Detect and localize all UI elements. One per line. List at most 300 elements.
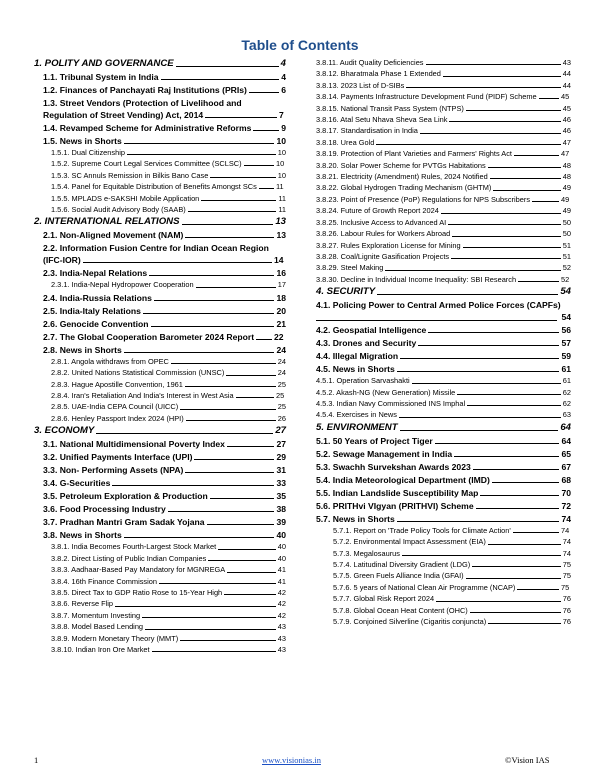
toc-entry[interactable] xyxy=(316,274,571,285)
toc-entry[interactable] xyxy=(316,324,571,336)
toc-entry[interactable] xyxy=(34,279,286,290)
toc-entry[interactable] xyxy=(316,513,571,525)
toc-entry[interactable] xyxy=(316,337,571,349)
toc-page-number: 11 xyxy=(276,182,284,192)
toc-entry[interactable] xyxy=(316,474,571,486)
toc-page-number: 41 xyxy=(277,576,286,586)
toc-entry[interactable] xyxy=(34,229,286,241)
toc-leader xyxy=(518,280,559,282)
toc-page-number: 46 xyxy=(562,115,571,125)
toc-leader xyxy=(143,313,275,314)
toc-page-number: 42 xyxy=(277,610,286,620)
toc-entry-title: 3.8.9. Modern Monetary Theory (MMT) xyxy=(51,633,179,643)
toc-leader xyxy=(473,469,560,470)
toc-leader xyxy=(490,178,561,179)
toc-page-number: 43 xyxy=(277,644,286,654)
toc-entry-title: 3.8.13. 2023 List of D-SIBs xyxy=(316,80,405,90)
toc-leader xyxy=(159,583,276,584)
toc-page-number: 33 xyxy=(276,478,286,489)
toc-entry-title: 2.7. The Global Cooperation Barometer 2024 Report xyxy=(43,331,255,342)
toc-entry[interactable] xyxy=(34,621,286,632)
toc-entry-title: 5.7.9. Conjoined Silverline (Cigaritis conjuncta) xyxy=(333,617,487,626)
toc-leader xyxy=(480,495,559,496)
toc-page-number: 74 xyxy=(561,525,570,535)
website-link[interactable]: www.visionias.in xyxy=(262,755,321,765)
toc-entry[interactable] xyxy=(316,616,571,627)
toc-page-number: 43 xyxy=(277,633,286,643)
toc-entry[interactable] xyxy=(316,194,571,205)
toc-page-number: 10 xyxy=(276,136,286,146)
toc-entry-title: 3.6. Food Processing Industry xyxy=(43,504,166,515)
toc-page-number: 52 xyxy=(561,274,570,284)
toc-entry-title: 1.4. Revamped Scheme for Administrative Reforms xyxy=(43,123,252,133)
toc-entry[interactable] xyxy=(34,413,286,424)
toc-entry[interactable] xyxy=(316,422,571,434)
toc-entry-title: 3.8.25. Inclusive Access to Advanced AI xyxy=(316,217,447,227)
toc-entry[interactable] xyxy=(34,576,286,587)
toc-page-number: 26 xyxy=(277,413,286,423)
toc-entry[interactable] xyxy=(34,204,286,215)
toc-entry-title: 3.8.5. Direct Tax to GDP Ratio Rose to 15-Year High xyxy=(51,587,223,597)
toc-entry[interactable] xyxy=(316,525,571,536)
toc-entry[interactable] xyxy=(316,286,571,298)
toc-leader xyxy=(448,224,561,225)
toc-entry[interactable] xyxy=(316,398,571,409)
toc-leader xyxy=(492,482,560,483)
toc-entry[interactable] xyxy=(34,216,286,228)
toc-entry[interactable] xyxy=(316,262,571,273)
toc-entry-title: 2.8.1. Angola withdraws from OPEC xyxy=(51,356,169,366)
toc-page-number: 4 xyxy=(281,72,286,82)
toc-entry-title: 3.8.17. Standardisation in India xyxy=(316,126,418,136)
toc-entry-title: 3.8.4. 16th Finance Commission xyxy=(51,576,157,586)
toc-page-number: 4 xyxy=(280,58,286,69)
toc-leader xyxy=(472,566,561,567)
toc-entry[interactable] xyxy=(34,135,286,147)
toc-entry[interactable] xyxy=(34,97,286,121)
toc-page-number: 75 xyxy=(561,582,570,592)
toc-entry-title: 5.7.5. Green Fuels Alliance India (GFAI) xyxy=(333,571,464,581)
toc-entry-title: 5.6. PRITHvi VIgyan (PRITHVI) Scheme xyxy=(316,500,474,511)
toc-leader xyxy=(428,332,559,333)
toc-entry[interactable] xyxy=(316,148,571,159)
toc-entry[interactable] xyxy=(316,217,571,228)
toc-entry[interactable] xyxy=(34,181,286,192)
toc-page-number: 44 xyxy=(562,69,571,79)
toc-entry-title: 3.8.28. Coal/Lignite Gasification Projects xyxy=(316,251,450,261)
toc-leader xyxy=(244,164,274,166)
toc-page-number: 24 xyxy=(277,368,286,378)
toc-leader xyxy=(124,352,275,353)
toc-page-number: 76 xyxy=(562,605,571,615)
toc-entry-title: 3.3. Non- Performing Assets (NPA) xyxy=(43,465,184,476)
toc-entry-title: 2.8.6. Henley Passport Index 2024 (HPI) xyxy=(51,413,184,423)
toc-page-number: 42 xyxy=(277,599,286,609)
toc-entry[interactable] xyxy=(316,375,571,386)
toc-entry-title: 3.8.3. Aadhaar-Based Pay Mandatory for MGNREGA xyxy=(51,565,226,575)
toc-entry-title: 4.5.1. Operation Sarvashakti xyxy=(316,376,410,386)
toc-entry[interactable] xyxy=(34,401,286,412)
page-footer xyxy=(0,755,600,769)
toc-leader xyxy=(168,511,275,512)
toc-leader xyxy=(406,87,560,88)
toc-page-number: 52 xyxy=(562,263,571,273)
toc-page-number: 18 xyxy=(276,292,286,303)
toc-entry[interactable] xyxy=(316,363,571,375)
toc-entry[interactable] xyxy=(316,103,571,114)
toc-entry[interactable] xyxy=(34,158,286,169)
toc-page-number: 72 xyxy=(561,500,571,511)
toc-entry[interactable] xyxy=(34,633,286,644)
toc-entry-title: 5.1. 50 Years of Project Tiger xyxy=(316,435,433,446)
toc-leader xyxy=(256,338,272,340)
toc-page-number: 38 xyxy=(276,504,286,515)
toc-entry[interactable] xyxy=(34,451,286,463)
toc-entry[interactable] xyxy=(34,367,286,378)
toc-leader xyxy=(186,420,276,421)
toc-entry[interactable] xyxy=(34,644,286,655)
toc-leader xyxy=(466,110,561,111)
toc-entry[interactable] xyxy=(34,170,286,181)
toc-entry-title: 2.3.1. India-Nepal Hydropower Cooperation xyxy=(51,280,194,290)
toc-entry[interactable] xyxy=(316,409,571,420)
toc-entry-title: 1. POLITY AND GOVERNANCE xyxy=(34,58,174,69)
toc-leader xyxy=(154,300,275,301)
toc-leader xyxy=(196,287,276,288)
toc-page-number: 65 xyxy=(561,448,571,459)
toc-leader xyxy=(161,79,280,80)
toc-entry[interactable] xyxy=(316,448,571,460)
toc-entry[interactable] xyxy=(316,435,571,447)
toc-page-number: 21 xyxy=(276,318,286,329)
toc-entry[interactable] xyxy=(316,114,571,125)
toc-entry[interactable] xyxy=(316,182,571,193)
toc-entry[interactable] xyxy=(316,559,571,570)
toc-entry[interactable] xyxy=(316,205,571,216)
toc-entry-title: 2.8.3. Hague Apostille Convention, 1961 xyxy=(51,379,183,389)
toc-entry-title: 2.8.5. UAE-India CEPA Council (UICC) xyxy=(51,402,179,412)
toc-entry[interactable] xyxy=(34,305,286,317)
toc-page-number: 70 xyxy=(561,487,571,498)
toc-leader xyxy=(142,617,276,618)
toc-leader xyxy=(124,143,275,144)
toc-entry-title: 3.2. Unified Payments Interface (UPI) xyxy=(43,452,193,463)
toc-entry[interactable] xyxy=(316,582,571,593)
toc-entry[interactable] xyxy=(34,390,286,401)
toc-entry[interactable] xyxy=(34,503,286,515)
toc-entry[interactable] xyxy=(316,593,571,604)
toc-leader xyxy=(539,97,559,99)
toc-entry[interactable] xyxy=(34,490,286,502)
toc-entry[interactable] xyxy=(316,548,571,559)
toc-page-number: 64 xyxy=(560,421,571,433)
toc-entry[interactable] xyxy=(34,379,286,390)
toc-entry-title: 5.3. Swachh Survekshan Awards 2023 xyxy=(316,461,471,472)
toc-page-number: 49 xyxy=(562,183,571,193)
toc-leader xyxy=(115,606,276,607)
toc-page-number: 17 xyxy=(277,280,286,290)
toc-entry[interactable] xyxy=(316,57,571,68)
toc-entry[interactable] xyxy=(34,516,286,528)
toc-leader xyxy=(182,224,274,225)
toc-leader xyxy=(218,549,276,550)
toc-leader xyxy=(152,651,276,652)
toc-leader xyxy=(377,294,558,295)
toc-entry[interactable] xyxy=(34,425,286,437)
toc-entry-title: 1.5.4. Panel for Equitable Distribution of Benefits Amongst SCs xyxy=(51,182,257,192)
toc-entry-title: 5.7.6. 5 years of National Clean Air Programme (NCAP) xyxy=(333,582,516,592)
toc-leader xyxy=(467,405,561,406)
toc-page-number: 68 xyxy=(561,474,571,485)
toc-entry-title: 4.5.2. Akash-NG (New Generation) Missile xyxy=(316,387,456,397)
toc-entry-title: 5.4. India Meteorological Department (IMD) xyxy=(316,474,490,485)
toc-page-number: 62 xyxy=(562,398,571,408)
toc-page-number: 63 xyxy=(562,410,571,420)
toc-entry[interactable] xyxy=(34,242,286,266)
toc-entry[interactable] xyxy=(316,299,571,323)
toc-entry-title: 4.1. Policing Power to Central Armed Police Forces (CAPFs) xyxy=(316,300,561,311)
toc-entry[interactable] xyxy=(316,570,571,581)
toc-leader xyxy=(227,572,276,573)
toc-entry-title: 3.8.24. Future of Growth Report 2024 xyxy=(316,206,439,216)
toc-page-number: 45 xyxy=(562,103,571,113)
toc-page-number: 35 xyxy=(276,491,286,502)
toc-entry[interactable] xyxy=(316,605,571,616)
toc-entry[interactable] xyxy=(34,464,286,476)
toc-entry-title: 3.8.12. Bharatmala Phase 1 Extended xyxy=(316,69,441,79)
toc-leader xyxy=(180,640,276,641)
toc-entry-title: 1.1. Tribunal System in India xyxy=(43,72,159,82)
toc-page-number: 74 xyxy=(562,537,571,547)
toc-entry-title: 4.2. Geospatial Intelligence xyxy=(316,325,427,336)
toc-leader xyxy=(176,66,279,67)
toc-page-number: 54 xyxy=(561,312,571,323)
toc-leader xyxy=(210,498,275,499)
toc-entry-title: 4.3. Drones and Security xyxy=(316,338,417,349)
toc-page-number: 61 xyxy=(561,364,571,375)
toc-entry[interactable] xyxy=(316,350,571,362)
toc-leader xyxy=(180,409,276,410)
toc-entry[interactable] xyxy=(34,598,286,609)
toc-entry[interactable] xyxy=(316,91,571,102)
toc-entry[interactable] xyxy=(316,500,571,512)
toc-entry[interactable] xyxy=(316,461,571,473)
toc-entry-title: 3.8.2. Direct Listing of Public Indian Companies xyxy=(51,553,207,563)
toc-entry-title: 3.8.19. Protection of Plant Varieties and Farmers' Rights Act xyxy=(316,149,512,159)
toc-leader xyxy=(488,167,561,168)
toc-leader xyxy=(127,154,276,155)
toc-leader xyxy=(185,237,274,238)
toc-entry[interactable] xyxy=(34,84,286,96)
toc-entry[interactable] xyxy=(316,171,571,182)
toc-entry[interactable] xyxy=(34,541,286,552)
toc-entry[interactable] xyxy=(316,228,571,239)
toc-leader xyxy=(463,247,561,248)
toc-leader xyxy=(513,531,559,533)
toc-page-number: 41 xyxy=(277,565,286,575)
toc-page-number: 25 xyxy=(277,402,286,412)
toc-entry-title: 1.2. Finances of Panchayati Raj Institutions (PRIs) xyxy=(43,85,247,95)
toc-entry-title: 3.5. Petroleum Exploration & Production xyxy=(43,491,208,502)
toc-leader xyxy=(493,190,560,191)
toc-page-number: 47 xyxy=(561,149,570,159)
toc-entry-title: 1.5.3. SC Annuls Remission in Bilkis Bano Case xyxy=(51,170,209,180)
toc-leader xyxy=(149,275,274,276)
toc-leader xyxy=(224,594,276,595)
toc-entry-title: 3.8.1. India Becomes Fourth-Largest Stock Market xyxy=(51,542,217,552)
toc-entry-title: 1.5.2. Supreme Court Legal Services Committee (SCLSC) xyxy=(51,159,242,169)
toc-page-number: 10 xyxy=(276,159,285,169)
toc-leader xyxy=(185,386,276,387)
toc-leader xyxy=(205,116,277,118)
toc-entry[interactable] xyxy=(34,267,286,279)
toc-entry[interactable] xyxy=(34,438,286,450)
toc-entry-title: 5.7.2. Environmental Impact Assessment (EIA) xyxy=(333,537,486,547)
toc-entry-title: 3. ECONOMY xyxy=(34,425,95,437)
toc-page-number: 45 xyxy=(561,92,570,102)
toc-entry[interactable] xyxy=(34,477,286,489)
toc-entry[interactable] xyxy=(316,137,571,148)
toc-entry-title: 3.8.20. Solar Power Scheme for PVTGs Habitations xyxy=(316,160,486,170)
toc-page-number: 31 xyxy=(276,465,286,476)
toc-entry-title: 3.8.30. Decline in Individual Income Inequality: SBI Research xyxy=(316,274,517,284)
toc-leader xyxy=(443,76,561,77)
toc-entry-title: 5.7. News in Shorts xyxy=(316,513,395,524)
toc-entry[interactable] xyxy=(34,344,286,356)
toc-entry[interactable] xyxy=(34,356,286,367)
toc-page-number: 22 xyxy=(274,331,284,342)
toc-entry[interactable] xyxy=(34,587,286,598)
toc-entry-title: 1.5.1. Dual Citizenship xyxy=(51,148,125,157)
toc-page-number: 13 xyxy=(275,216,286,228)
toc-page-number: 56 xyxy=(561,325,571,336)
toc-leader xyxy=(316,311,557,321)
toc-page-number: 24 xyxy=(276,344,286,355)
toc-entry[interactable] xyxy=(34,610,286,621)
toc-entry[interactable] xyxy=(316,125,571,136)
toc-page-number: 48 xyxy=(562,172,571,182)
toc-leader xyxy=(454,456,559,457)
toc-entry-title: 3.8.26. Labour Rules for Workers Abroad xyxy=(316,229,451,239)
toc-entry-title: 3.7. Pradhan Mantri Gram Sadak Yojana xyxy=(43,517,205,528)
toc-leader xyxy=(207,524,275,525)
toc-entry[interactable] xyxy=(34,331,286,343)
toc-page-number: 27 xyxy=(275,425,286,437)
toc-entry[interactable] xyxy=(34,122,286,134)
toc-page-number: 75 xyxy=(562,559,571,569)
toc-entry-title: 3.8.15. National Transit Pass System (NTPS) xyxy=(316,103,464,113)
toc-leader xyxy=(171,363,276,364)
toc-entry[interactable] xyxy=(316,387,571,398)
toc-page-number: 57 xyxy=(561,338,571,349)
toc-page-number: 62 xyxy=(562,387,571,397)
toc-entry-title: 1.5.5. MPLADS e-SAKSHI Mobile Application xyxy=(51,193,200,203)
toc-entry-title: 3.8.22. Global Hydrogen Trading Mechanism (GHTM) xyxy=(316,183,492,193)
toc-entry-title: 5.7.1. Report on 'Trade Policy Tools for Climate Action' xyxy=(333,525,511,535)
toc-leader xyxy=(194,459,274,460)
toc-leader xyxy=(514,154,559,156)
toc-entry[interactable] xyxy=(316,160,571,171)
toc-entry-title: 1.3. Street Vendors (Protection of Livelihood and Regulation of Street Vending) Act, 2014 xyxy=(43,98,242,120)
toc-leader xyxy=(210,177,275,178)
toc-leader xyxy=(226,375,275,376)
toc-entry[interactable] xyxy=(34,58,286,70)
toc-page-number: 20 xyxy=(276,305,286,316)
toc-entry[interactable] xyxy=(34,193,286,204)
toc-page-number: 44 xyxy=(562,80,571,90)
toc-page-number: 10 xyxy=(277,170,286,180)
toc-entry-title: 5.7.7. Global Risk Report 2024 xyxy=(333,594,435,604)
toc-entry-title: 3.8.29. Steel Making xyxy=(316,263,384,273)
toc-entry-title: 5. ENVIRONMENT xyxy=(316,421,398,433)
toc-entry[interactable] xyxy=(34,529,286,541)
toc-entry[interactable] xyxy=(316,487,571,499)
toc-page-number: 76 xyxy=(562,594,571,604)
toc-page-number: 74 xyxy=(562,548,571,558)
toc-leader xyxy=(96,433,273,434)
toc-entry[interactable] xyxy=(34,147,286,158)
toc-entry[interactable] xyxy=(34,553,286,564)
toc-page-number: 9 xyxy=(281,123,286,133)
toc-page-number: 61 xyxy=(562,376,571,386)
toc-leader xyxy=(376,144,560,145)
toc-entry-title: 2.2. Information Fusion Centre for Indian Ocean Region (IFC-IOR) xyxy=(43,243,269,266)
toc-entry[interactable] xyxy=(34,318,286,330)
toc-page-number: 16 xyxy=(276,268,286,279)
toc-page-number: 40 xyxy=(277,542,286,552)
toc-page-number: 76 xyxy=(562,617,571,626)
toc-entry[interactable] xyxy=(34,71,286,83)
toc-leader xyxy=(402,555,561,556)
toc-entry-title: 3.8.23. Point of Presence (PoP) Regulations for NPS Subscribers xyxy=(316,194,531,204)
toc-leader xyxy=(201,200,276,201)
toc-entry[interactable] xyxy=(316,80,571,91)
toc-leader xyxy=(259,187,274,189)
toc-page-number: 25 xyxy=(276,391,285,401)
toc-page-number: 59 xyxy=(561,351,571,362)
toc-page-number: 14 xyxy=(274,255,284,266)
toc-entry-title: 3.8.21. Electricity (Amendment) Rules, 2024 Notified xyxy=(316,172,488,182)
toc-entry[interactable] xyxy=(34,564,286,575)
toc-leader xyxy=(253,130,279,131)
toc-entry[interactable] xyxy=(34,292,286,304)
toc-leader xyxy=(208,560,275,561)
toc-page-number: 74 xyxy=(561,513,571,524)
toc-entry-title: 5.2. Sewage Management in India xyxy=(316,448,453,459)
toc-leader xyxy=(441,213,561,214)
toc-entry[interactable] xyxy=(316,68,571,79)
toc-entry-title: 4.5. News in Shorts xyxy=(316,364,395,375)
toc-page-number: 67 xyxy=(561,461,571,472)
toc-page-number: 27 xyxy=(276,439,286,450)
toc-page-number: 40 xyxy=(277,553,286,563)
toc-page-number: 11 xyxy=(278,205,286,215)
toc-page-number: 51 xyxy=(562,251,571,261)
toc-entry[interactable] xyxy=(316,251,571,262)
toc-entry-title: 3.8.11. Audit Quality Deficiencies xyxy=(316,58,424,67)
toc-entry[interactable] xyxy=(316,240,571,251)
toc-leader xyxy=(451,258,561,259)
toc-page-number: 46 xyxy=(562,126,571,136)
toc-leader xyxy=(397,371,560,372)
toc-entry-title: 3.8.6. Reverse Flip xyxy=(51,599,114,609)
toc-entry[interactable] xyxy=(316,536,571,547)
toc-page-number: 29 xyxy=(276,452,286,463)
toc-page-number: 75 xyxy=(562,571,571,581)
toc-right-column xyxy=(316,57,571,627)
toc-entry-title: 2.6. Genocide Convention xyxy=(43,318,149,329)
toc-leader xyxy=(112,485,274,486)
